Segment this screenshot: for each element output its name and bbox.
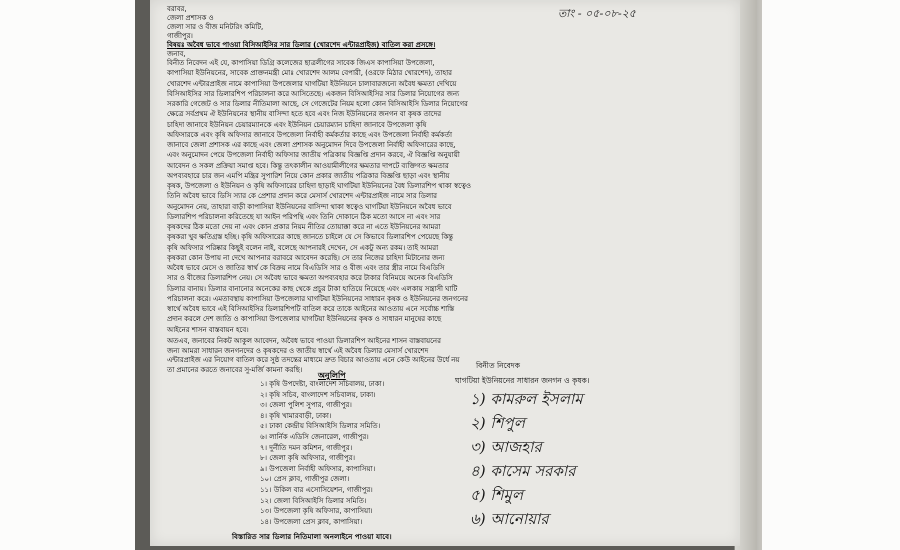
body-line: অতএব, জনাবের নিকট আকুল আবেদন, অবৈধ ভাবে পাওয়া ডিলারশিপ আইনের শাসন বাস্তবায়নের xyxy=(167,336,441,345)
body-line: এন্টারপ্রাইজ এর নিয়োগ বাতিল করে সুষ্ঠ তদন্তের মাধ্যমে দ্রুত বিচার আওতায় এনে কেউ আইনের উর্ধে নয় xyxy=(167,355,460,364)
body-line: পরিচালনা করে। এমতাবস্থায় কাপাসিয়া উপজেলার ঘাগটিয়া ইউনিয়নের সাধারন কৃষক ও ইউনিয়নের জনগনের xyxy=(167,293,468,303)
footer-note: বিস্তারিত সার ডিলার নিতিমালা অনলাইনে পাওয়া যাবে। xyxy=(232,532,392,541)
body-line: ডিলার বানায়। ডিলার বানানোর অনেকের কাছ থেকে প্রচুর টাকা হাতিয়ে নিয়েছে এবং এলকায় সন্ত্রাসী ঘাটি xyxy=(167,283,458,293)
copies-heading: অনুলিপি xyxy=(318,371,346,380)
body-line: কৃষি অফিসার পরিষ্কার কিছুই বলেন নাই, বলেছে আপনারই দেখেন, সে একটু অন্য রকম। তাই আমরা xyxy=(167,242,439,252)
body-line: কৃষকরা খুব ক্ষতিগ্রস্ত হচ্ছি। কৃষি অফিসারের কাছে জানতে চাইলে যে সে কিভাবে ডিলারশিপ পেয়েছে কিন্তু xyxy=(167,232,454,242)
signature: ৬) আনোয়ার xyxy=(470,510,549,528)
copy-item: ৮। জেলা কৃষি অফিসার, গাজীপুর। xyxy=(260,454,355,463)
copy-item: ১। কৃষি উপদেষ্টা, বাংলাদেশ সচিবালয়, ঢাকা। xyxy=(260,380,385,388)
body-line: কৃষকদের ঠিক মতো দেয় না এবং কোন প্রকার নিয়ম নীতির তোয়াক্কা করে না এতে ইউনিয়নের আমরা xyxy=(167,222,441,231)
body-line: আইনের শাসন বাস্তবায়ন হবে। xyxy=(167,324,249,334)
copy-item: ৪। কৃষি খামারবাড়ী, ঢাকা। xyxy=(260,411,332,420)
copy-item: ১৪। উপজেলা প্রেস ক্লাব, কাপাসিয়া। xyxy=(260,517,363,526)
copy-item: ২। কৃষি সচিব, বাংলাদেশ সচিবালয়, ঢাকা। xyxy=(260,390,376,399)
signature: ৩) আজহার xyxy=(470,438,542,456)
body-line: জানাবে জেলা প্রশাসক এর কাছে এবং জেলা প্রশাসক অনুমোদন দিবে উপজেলা নির্বাহী অফিসারের কাছে, xyxy=(167,140,456,149)
copy-item: ১১। উকিল বার এসোসিয়েশন, গাজীপুর। xyxy=(260,486,373,494)
copy-item: ৩। জেলা পুলিশ সুপার, গাজীপুর। xyxy=(260,401,352,410)
recipient-to: বরাবর, xyxy=(167,4,187,13)
body-line: বিনীত নিবেদন এই যে, কাপাসিয়া ডিগ্রি কলেজের ছাত্রলীগের সাবেক জিএস কাপাসিয়া উপজেলা, xyxy=(167,58,435,67)
body-line: অফিসারকে এবং কৃষি অফিসার জানাবে উপজেলা নির্বাহী কর্মকর্তার কাছে এবং উপজেলা নির্বাহী কর্মকর্তা xyxy=(167,129,452,139)
body-line: তিনি অবৈধ ভাবে ডিসি স্যার কে প্রেশার প্রদান করে মেসার্স খোরশেদ এন্টারপ্রাইজ নামে সার ডিলার xyxy=(167,191,437,201)
closing-text: বিনীত নিবেদক xyxy=(476,361,520,370)
body-line: তা প্রমানের করতে জনাবের সু-মর্জি কামনা করছি। xyxy=(167,364,303,374)
body-line: অবৈধ ভাবে মেসে ও জাতির স্বার্থ কে বিক্রয় নামে বিএডিসি সার ও বীজ এবং তার স্ত্রীর নামে বিএডিসি xyxy=(167,263,445,272)
recipient-line-3: গাজীপুর। xyxy=(167,31,193,40)
signature: ৫) শিমুল xyxy=(470,486,524,504)
body-line: সরকারি গেজেট ও সার ডিলার নীতিমালা আছে, সে গেজেটের নিয়ম হলো কোন বিসিআইসি ডিলার নিয়োগের xyxy=(167,99,468,108)
copy-item: ৬। লার্নিক এডিসি জেনারেল, গাজীপুর। xyxy=(260,433,369,441)
signature: ১) কামরুল ইসলাম xyxy=(470,390,583,408)
body-line: ক্ষেত্রে সর্বপ্রথম ঐ ইউনিয়নের স্থানীয় বাসিন্দা হতে হবে এবং নিজ ইউনিয়নের জনগন বা কৃষক তাদের xyxy=(167,109,442,119)
recipient-line-1: জেলা প্রশাসক ও xyxy=(167,13,214,22)
body-line: আবেদন ও সকল প্রক্রিয়া সমাপ্ত হবে। কিন্তু তৎকালীন আওয়ামীলীগের ক্ষমতার দাপটে ব্যক্তিগত ক্ষমতার xyxy=(167,160,449,170)
salutation: জনাব, xyxy=(167,49,186,58)
body-line: কৃষকরা কোন উপায় না দেখে আপনার বরাবরে আবেদন করেছি। সে তার নিজের চাহিদা মিটানোর জন্য xyxy=(167,252,445,262)
body-line: বিসিআইসির সার ডিলারশিপ পরিচালনা করে আসিতেছে। একজন বিসিআইসির সার ডিলার নিয়োগের জন্য xyxy=(167,88,460,98)
subject-line: বিষয়ঃ অবৈধ ভাবে পাওয়া বিসিআইসির সার ডিলার (খোরশেদ এন্টারপ্রাইজ) বাতিল করা প্রসঙ্গে। xyxy=(167,40,436,49)
letter-date: তাং - ০৫-০৮-২৫ xyxy=(558,7,636,20)
signature: ২) শিপুল xyxy=(470,414,525,432)
body-line: স্বার্থে অবৈধ ভাবে এই বিসিআইসির ডিলারশিপটি বাতিল করে তাকে আইনের আওতায় এনে সর্বোচ্চ শাস্তি xyxy=(167,304,455,313)
body-line: চাহিদা জানাবে ইউনিয়ন চেয়ারম্যানকে এবং ইউনিয়ন চেয়ারম্যান চাহিদা জানাবে উপজেলা কৃষি xyxy=(167,119,427,129)
copy-item: ৯। উপজেলা নির্বাহী অফিসার, কাপাসিয়া। xyxy=(260,464,376,473)
signature: ৪) কাসেম সরকার xyxy=(470,462,576,480)
body-line: জন্য আমরা সাধারন জনগনদের ও কৃষকদের ও জাতীয় স্বার্থে এই অবৈধ ডিলার মেসার্স খোরশেদ xyxy=(167,345,429,355)
body-line: অপব্যবহারে চার জন এমপি মন্ত্রির সুপারিশ নিয়ে কোন প্রকার জাতীয় পত্রিকার বিজ্ঞপ্তি ছাড়া এবং স্থানীয় xyxy=(167,170,450,180)
recipient-line-2: জেলা সার ও বীজ মনিটরিং কমিটি, xyxy=(167,22,264,31)
copy-item: ১৩। উপজেলা কৃষি অফিসার, কাপাসিয়া। xyxy=(260,507,373,516)
body-line: অনুমোদন নেয়, তাহারা বাড়ী কাপাসিয়া ইউনিয়নের বাসিন্দা থাকা স্বত্বেও ঘাগটিয়া ইউনিয়নে অবৈধ ভাবে xyxy=(167,201,452,211)
copy-item: ৫। ঢাকা কেন্দ্রীয় বিসিআইসি ডিলার সমিতি। xyxy=(260,422,381,431)
body-line: খোরশেদ এন্টারপ্রাইজ নামে কাপাসিয়া উপজেলার ঘাগটিয়া ইউনিয়নে চালাবারজন্যে অবৈধ ক্ষমতা দেখিয়ে xyxy=(167,78,457,88)
body-line: প্রদান করলে দেশ জাতি ও কাপাসিয়া উপজেলার ঘাগটিয়া ইউনিয়নের কৃষক ও সাধারন মানুষের কাছে xyxy=(167,314,442,324)
copy-item: ৭। দুর্নীতি দমন কমিশন, গাজীপুর। xyxy=(260,443,353,452)
body-line: এবং অনুমোদন পেয়ে উপজেলা নির্বাহী অফিসার জাতীয় পত্রিকায় বিজ্ঞপ্তি প্রদান করবে, ঐ বিজ্ঞপ্তি অনুযায়ী xyxy=(167,150,460,160)
body-line: কৃষক, উপজেলা ও ইউনিয়ন ও কৃষি অফিসারের চাহিদা ছাড়াই ঘাগটিয়া ইউনিয়নের বৈধ ডিলারশিপ থাকা স্বত্বেও xyxy=(167,181,472,190)
body-line: সার ও বীজের ডিলারশিপ নেয়। সে অবৈধ ভাবে ক্ষমতা অপব্যবহার করে টাকার বিনিময়ে অনেক বিএডিসি xyxy=(167,273,453,283)
body-line: কাপাসিয়া ইউনিয়নের, সাবেক প্রাক্তনমন্ত্রী মোঃ খোরশেদ আলম বেপারী, (ওরফে মিঠার খোরশেদ), তাহার xyxy=(167,68,452,78)
body-line: ডিলারশিপ পরিচালনা করিতেছে যা আইন পরিপন্থি এবং তিনি দোকানে ঠিক মতো আসে না এবং সার xyxy=(167,211,441,221)
copy-item: ১০। প্রেস ক্লাব, গাজীপুর জেলা। xyxy=(260,475,350,484)
signatory-group: ঘাগটিয়া ইউনিয়নের সাধারন জনগন ও কৃষক। xyxy=(455,376,590,385)
copy-item: ১২। জেলা বিসিআইসি ডিলার সমিতি। xyxy=(260,496,367,505)
